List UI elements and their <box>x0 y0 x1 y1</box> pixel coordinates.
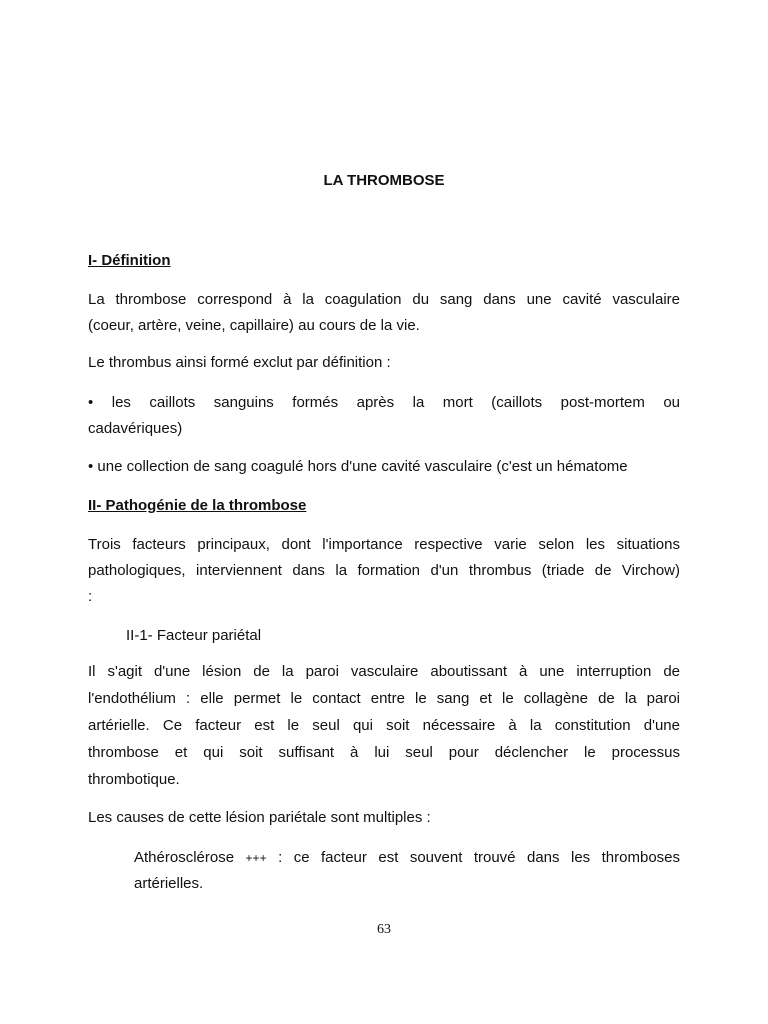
pathogenie-paragraph-line-2: pathologiques, interviennent dans la formation d'un thrombus (triade de Virchow) <box>88 562 680 579</box>
exclusion-intro: Le thrombus ainsi formé exclut par définition : <box>88 354 391 371</box>
definition-paragraph-line-1: La thrombose correspond à la coagulation du sang dans une cavité vasculaire <box>88 291 680 308</box>
bullet-item-1-line-2: cadavériques) <box>88 420 183 437</box>
subsection-heading-facteur-parietal: II-1- Facteur pariétal <box>126 627 262 644</box>
pathogenie-paragraph-line-1: Trois facteurs principaux, dont l'importance respective varie selon les situations <box>88 536 680 553</box>
bullet-item-1-line-1: • les caillots sanguins formés après la mort (caillots post-mortem ou <box>88 394 680 411</box>
cause-item-mark: +++ <box>245 851 267 865</box>
section-heading-definition: I- Définition <box>88 252 171 269</box>
cause-item-atherosclerose <box>134 845 680 871</box>
parietal-paragraph-line-1: Il s'agit d'une lésion de la paroi vasculaire aboutissant à une interruption de <box>88 663 680 680</box>
parietal-paragraph-line-4: thrombose et qui soit suffisant à lui seul pour déclencher le processus <box>88 744 680 761</box>
parietal-paragraph-line-2: l'endothélium : elle permet le contact entre le sang et le collagène de la paroi <box>88 690 680 707</box>
cause-item-term: Athérosclérose <box>134 849 235 866</box>
page-title: LA THROMBOSE <box>323 172 445 189</box>
cause-item-atherosclerose-line-2: artérielles. <box>134 875 204 892</box>
parietal-paragraph-line-5: thrombotique. <box>88 771 180 788</box>
causes-intro: Les causes de cette lésion pariétale sont multiples : <box>88 809 431 826</box>
parietal-paragraph-line-3: artérielle. Ce facteur est le seul qui soit nécessaire à la constitution d'une <box>88 717 680 734</box>
bullet-item-2: • une collection de sang coagulé hors d'une cavité vasculaire (c'est un hématome <box>88 458 628 475</box>
page-number: 63 <box>377 922 391 937</box>
cause-item-rest: : ce facteur est souvent trouvé dans les thromboses <box>278 849 681 866</box>
section-heading-pathogenie: II- Pathogénie de la thrombose <box>88 497 307 514</box>
definition-paragraph-line-2: (coeur, artère, veine, capillaire) au cours de la vie. <box>88 317 420 334</box>
pathogenie-paragraph-line-3: : <box>88 588 93 605</box>
